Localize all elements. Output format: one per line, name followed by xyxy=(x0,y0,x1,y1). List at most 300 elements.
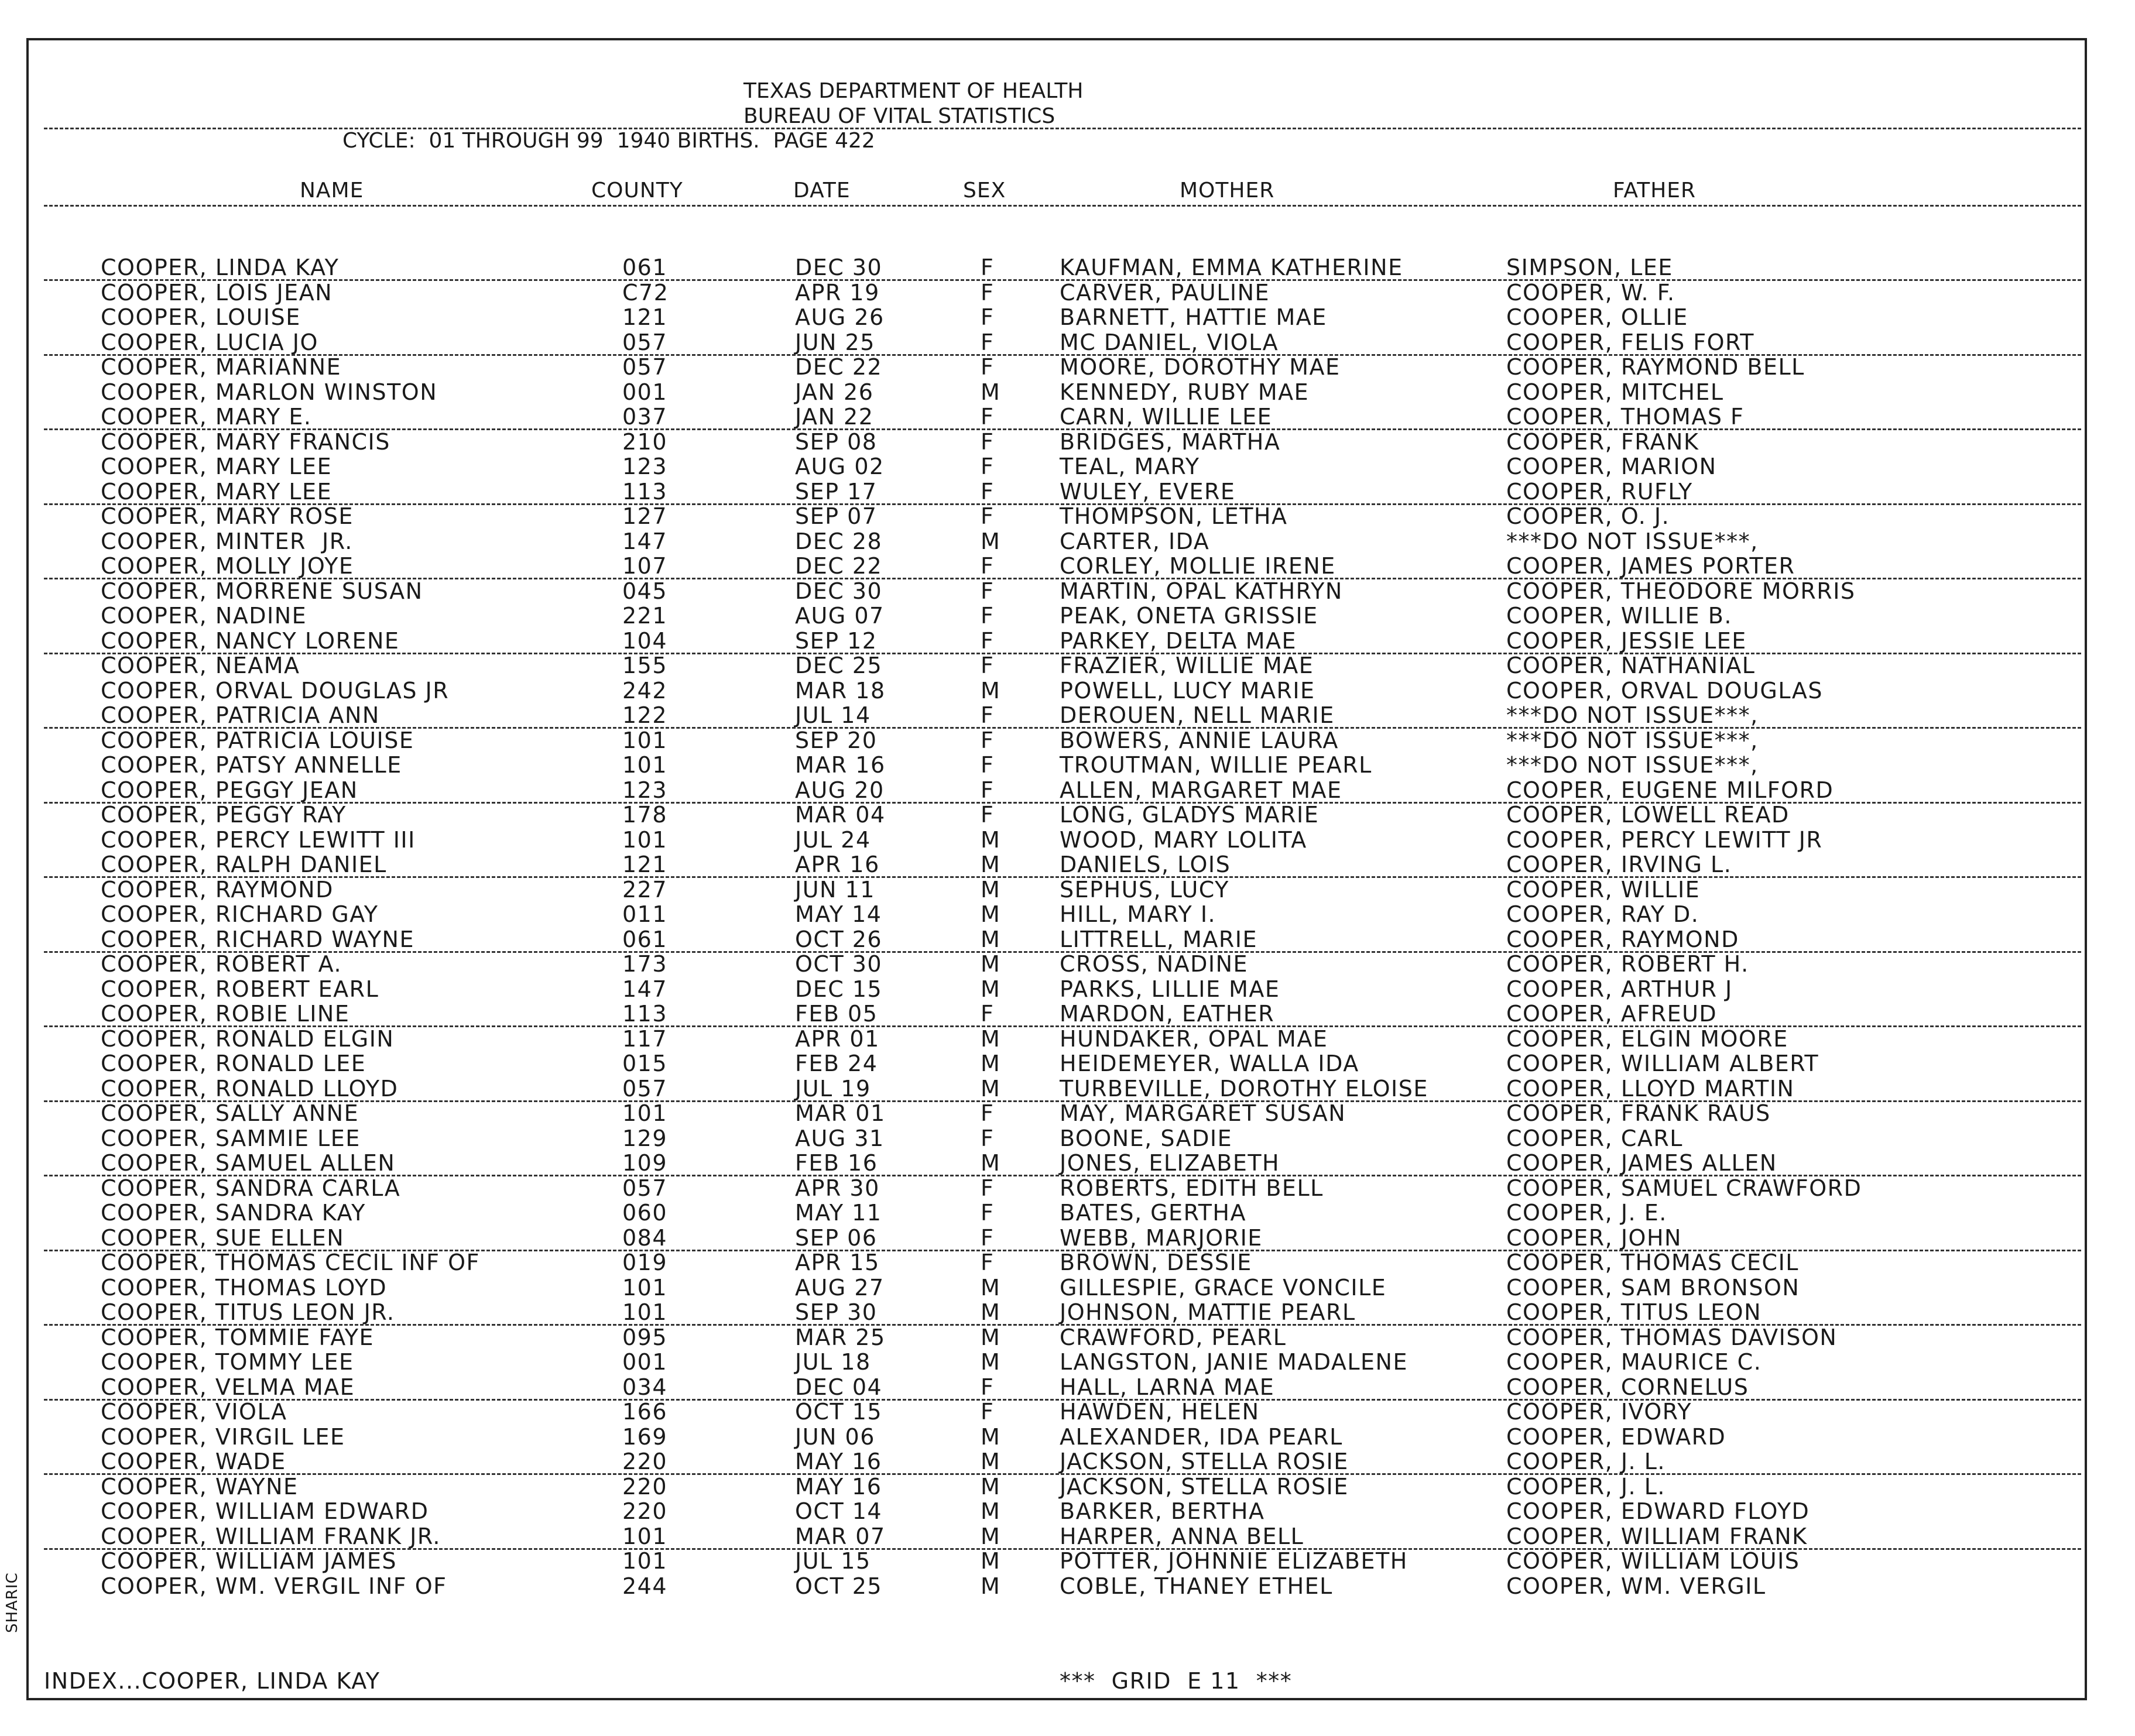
cell-date: AUG 20 xyxy=(795,777,885,803)
cell-county: 107 xyxy=(622,553,668,579)
table-row xyxy=(0,1299,2135,1325)
cell-sex: F xyxy=(981,1175,995,1201)
cell-father: COOPER, LLOYD MARTIN xyxy=(1506,1075,1795,1102)
cell-sex: M xyxy=(981,1423,1001,1450)
cell-county: 001 xyxy=(622,379,668,405)
cell-county: 173 xyxy=(622,951,668,977)
cell-mother: POTTER, JOHNNIE ELIZABETH xyxy=(1060,1548,1408,1574)
cell-name: COOPER, RICHARD WAYNE xyxy=(101,926,414,952)
cell-name: COOPER, RALPH DANIEL xyxy=(101,852,387,877)
table-row xyxy=(0,1175,2135,1200)
cell-father: COOPER, ROBERT H. xyxy=(1506,951,1749,977)
cell-father: COOPER, IVORY xyxy=(1506,1399,1692,1425)
cell-date: SEP 17 xyxy=(795,478,878,505)
cell-sex: M xyxy=(981,1274,1001,1301)
cell-date: SEP 07 xyxy=(795,503,878,529)
cell-name: COOPER, ORVAL DOUGLAS JR xyxy=(101,677,450,704)
cell-date: SEP 12 xyxy=(795,627,878,654)
cell-county: 101 xyxy=(622,752,668,778)
cell-county: 242 xyxy=(622,677,668,704)
cell-sex: F xyxy=(981,777,995,803)
cell-mother: THOMPSON, LETHA xyxy=(1060,503,1288,529)
cell-name: COOPER, WILLIAM FRANK JR. xyxy=(101,1523,441,1549)
cell-sex: M xyxy=(981,1449,1001,1474)
cell-father: COOPER, LOWELL READ xyxy=(1506,802,1790,828)
cell-name: COOPER, SALLY ANNE xyxy=(101,1100,359,1126)
table-row xyxy=(0,603,2135,628)
cell-mother: HAWDEN, HELEN xyxy=(1060,1399,1260,1425)
cell-father: SIMPSON, LEE xyxy=(1506,255,1673,280)
col-head-name: NAME xyxy=(300,179,364,203)
cell-name: COOPER, MORRENE SUSAN xyxy=(101,578,423,604)
cell-county: 057 xyxy=(622,1075,668,1102)
cell-date: FEB 16 xyxy=(795,1150,878,1176)
cell-name: COOPER, VIRGIL LEE xyxy=(101,1423,345,1450)
cell-name: COOPER, MARY ROSE xyxy=(101,503,354,529)
cell-father: COOPER, WM. VERGIL xyxy=(1506,1573,1766,1599)
cell-date: SEP 20 xyxy=(795,727,878,753)
cell-county: 101 xyxy=(622,1299,668,1325)
cell-name: COOPER, ROBERT A. xyxy=(101,951,342,977)
cell-mother: BOONE, SADIE xyxy=(1060,1125,1233,1151)
cell-mother: HARPER, ANNA BELL xyxy=(1060,1523,1304,1549)
cell-county: 104 xyxy=(622,627,668,654)
cell-county: 084 xyxy=(622,1224,668,1251)
cell-sex: M xyxy=(981,1498,1001,1524)
cell-father: COOPER, MITCHEL xyxy=(1506,379,1724,405)
cell-sex: F xyxy=(981,752,995,778)
cell-date: SEP 08 xyxy=(795,428,878,455)
cell-county: 101 xyxy=(622,826,668,853)
cell-date: DEC 28 xyxy=(795,528,883,554)
cell-father: COOPER, J. L. xyxy=(1506,1449,1665,1474)
table-row xyxy=(0,951,2135,976)
cell-mother: CRAWFORD, PEARL xyxy=(1060,1324,1287,1350)
cell-mother: FRAZIER, WILLIE MAE xyxy=(1060,653,1314,678)
cell-mother: WEBB, MARJORIE xyxy=(1060,1224,1263,1251)
cell-mother: MOORE, DOROTHY MAE xyxy=(1060,354,1341,380)
col-head-county: COUNTY xyxy=(591,179,683,203)
cell-sex: M xyxy=(981,852,1001,877)
cell-father: COOPER, THOMAS F xyxy=(1506,404,1745,430)
cell-date: OCT 14 xyxy=(795,1498,883,1524)
cell-sex: M xyxy=(981,1548,1001,1574)
cell-date: AUG 26 xyxy=(795,304,885,330)
cell-sex: M xyxy=(981,826,1001,853)
cell-sex: F xyxy=(981,702,995,728)
cell-name: COOPER, RONALD LLOYD xyxy=(101,1075,399,1102)
cell-name: COOPER, LOIS JEAN xyxy=(101,279,333,306)
cell-mother: COBLE, THANEY ETHEL xyxy=(1060,1573,1333,1599)
table-row xyxy=(0,777,2135,802)
cell-mother: CROSS, NADINE xyxy=(1060,951,1249,977)
cell-mother: TURBEVILLE, DOROTHY ELOISE xyxy=(1060,1075,1428,1102)
table-row xyxy=(0,1325,2135,1350)
cell-mother: DEROUEN, NELL MARIE xyxy=(1060,702,1335,728)
cell-date: APR 30 xyxy=(795,1175,880,1201)
cell-name: COOPER, PEGGY RAY xyxy=(101,802,347,828)
cell-date: JUL 19 xyxy=(795,1075,871,1102)
cell-mother: MC DANIEL, VIOLA xyxy=(1060,329,1279,355)
cell-father: COOPER, SAMUEL CRAWFORD xyxy=(1506,1175,1862,1201)
cell-county: 127 xyxy=(622,503,668,529)
cell-sex: M xyxy=(981,1473,1001,1500)
table-row xyxy=(0,1374,2135,1399)
cell-mother: TROUTMAN, WILLIE PEARL xyxy=(1060,752,1372,778)
cell-mother: HEIDEMEYER, WALLA IDA xyxy=(1060,1051,1359,1076)
table-row xyxy=(0,354,2135,379)
cell-date: MAR 16 xyxy=(795,752,886,778)
table-row xyxy=(0,304,2135,330)
cell-name: COOPER, PATSY ANNELLE xyxy=(101,752,402,778)
cell-sex: F xyxy=(981,454,995,479)
cell-county: 220 xyxy=(622,1473,668,1500)
cell-date: OCT 15 xyxy=(795,1399,883,1425)
cell-name: COOPER, LINDA KAY xyxy=(101,255,340,280)
cell-name: COOPER, PATRICIA LOUISE xyxy=(101,727,414,753)
cell-name: COOPER, MARY LEE xyxy=(101,454,333,479)
cell-father: COOPER, TITUS LEON xyxy=(1506,1299,1762,1325)
table-row xyxy=(0,404,2135,429)
cell-county: 057 xyxy=(622,354,668,380)
cell-name: COOPER, MARIANNE xyxy=(101,354,342,380)
cell-father: COOPER, W. F. xyxy=(1506,279,1675,306)
table-row xyxy=(0,702,2135,728)
cell-mother: CARVER, PAULINE xyxy=(1060,279,1270,306)
cell-county: 057 xyxy=(622,1175,668,1201)
cell-mother: WOOD, MARY LOLITA xyxy=(1060,826,1307,853)
cell-father: COOPER, ELGIN MOORE xyxy=(1506,1025,1788,1052)
cell-mother: BARNETT, HATTIE MAE xyxy=(1060,304,1327,330)
table-row xyxy=(0,1126,2135,1151)
cell-date: MAY 16 xyxy=(795,1473,882,1500)
cell-date: DEC 30 xyxy=(795,255,883,280)
cell-name: COOPER, MARY LEE xyxy=(101,478,333,505)
cell-county: 123 xyxy=(622,777,668,803)
cell-mother: PARKEY, DELTA MAE xyxy=(1060,627,1297,654)
table-row xyxy=(0,1449,2135,1474)
table-row xyxy=(0,728,2135,753)
cell-name: COOPER, ROBERT EARL xyxy=(101,976,379,1002)
table-row xyxy=(0,678,2135,703)
cell-sex: M xyxy=(981,379,1001,405)
grid-footer: *** GRID E 11 *** xyxy=(1060,1668,1293,1694)
cell-county: 061 xyxy=(622,926,668,952)
cell-sex: F xyxy=(981,478,995,505)
cell-father: COOPER, WILLIE xyxy=(1506,876,1701,903)
cell-date: MAR 18 xyxy=(795,677,886,704)
cell-father: COOPER, JAMES PORTER xyxy=(1506,553,1795,579)
cell-father: COOPER, FRANK xyxy=(1506,428,1699,455)
cell-father: ***DO NOT ISSUE***, xyxy=(1506,727,1759,753)
cell-father: COOPER, MARION xyxy=(1506,454,1717,479)
cell-name: COOPER, PATRICIA ANN xyxy=(101,702,380,728)
cell-date: DEC 22 xyxy=(795,553,883,579)
table-row xyxy=(0,280,2135,305)
cell-date: JUL 15 xyxy=(795,1548,871,1574)
cell-county: 057 xyxy=(622,329,668,355)
cell-father: COOPER, WILLIAM LOUIS xyxy=(1506,1548,1800,1574)
cell-date: DEC 15 xyxy=(795,976,883,1002)
cell-father: COOPER, FRANK RAUS xyxy=(1506,1100,1771,1126)
cell-date: JUN 06 xyxy=(795,1423,875,1450)
cell-county: 034 xyxy=(622,1374,668,1400)
index-footer: INDEX...COOPER, LINDA KAY xyxy=(44,1668,381,1694)
cell-father: COOPER, MAURICE C. xyxy=(1506,1349,1762,1375)
cell-county: 210 xyxy=(622,428,668,455)
cell-mother: BRIDGES, MARTHA xyxy=(1060,428,1281,455)
cell-sex: M xyxy=(981,1349,1001,1375)
cell-county: 101 xyxy=(622,1548,668,1574)
cell-sex: M xyxy=(981,1025,1001,1052)
cell-mother: CARN, WILLIE LEE xyxy=(1060,404,1273,430)
table-row xyxy=(0,827,2135,852)
cell-name: COOPER, SUE ELLEN xyxy=(101,1224,345,1251)
cell-sex: F xyxy=(981,1250,995,1275)
cell-county: 101 xyxy=(622,1100,668,1126)
cell-father: COOPER, SAM BRONSON xyxy=(1506,1274,1800,1301)
cell-name: COOPER, MARY FRANCIS xyxy=(101,428,390,455)
table-row xyxy=(0,1573,2135,1598)
table-row xyxy=(0,429,2135,454)
cell-county: 121 xyxy=(622,304,668,330)
table-row xyxy=(0,852,2135,877)
table-row xyxy=(0,1001,2135,1026)
cell-name: COOPER, RONALD ELGIN xyxy=(101,1025,395,1052)
cell-sex: F xyxy=(981,503,995,529)
cell-county: 169 xyxy=(622,1423,668,1450)
cell-sex: M xyxy=(981,951,1001,977)
cell-sex: M xyxy=(981,1573,1001,1599)
table-row xyxy=(0,877,2135,902)
table-row xyxy=(0,1524,2135,1549)
cell-mother: CORLEY, MOLLIE IRENE xyxy=(1060,553,1336,579)
cell-county: 019 xyxy=(622,1250,668,1275)
cell-date: OCT 25 xyxy=(795,1573,883,1599)
cell-mother: HILL, MARY I. xyxy=(1060,901,1216,927)
cell-father: COOPER, RUFLY xyxy=(1506,478,1693,505)
records-table xyxy=(0,255,2135,1598)
table-row xyxy=(0,1026,2135,1051)
agency-title: TEXAS DEPARTMENT OF HEALTH xyxy=(743,79,1084,103)
cell-mother: GILLESPIE, GRACE VONCILE xyxy=(1060,1274,1387,1301)
cell-name: COOPER, RICHARD GAY xyxy=(101,901,379,927)
cell-mother: JACKSON, STELLA ROSIE xyxy=(1060,1473,1349,1500)
cell-county: 101 xyxy=(622,1274,668,1301)
table-row xyxy=(0,628,2135,653)
cell-county: C72 xyxy=(622,279,669,306)
table-row xyxy=(0,379,2135,404)
cell-mother: PARKS, LILLIE MAE xyxy=(1060,976,1280,1002)
cell-name: COOPER, THOMAS CECIL INF OF xyxy=(101,1250,480,1275)
cell-name: COOPER, WAYNE xyxy=(101,1473,299,1500)
cell-county: 221 xyxy=(622,603,668,629)
cell-date: APR 01 xyxy=(795,1025,880,1052)
cell-name: COOPER, WADE xyxy=(101,1449,286,1474)
cell-name: COOPER, MOLLY JOYE xyxy=(101,553,354,579)
cell-mother: ROBERTS, EDITH BELL xyxy=(1060,1175,1324,1201)
cell-name: COOPER, SAMMIE LEE xyxy=(101,1125,361,1151)
cell-mother: JOHNSON, MATTIE PEARL xyxy=(1060,1299,1356,1325)
cell-name: COOPER, RONALD LEE xyxy=(101,1051,366,1076)
cell-name: COOPER, VIOLA xyxy=(101,1399,287,1425)
table-row xyxy=(0,1225,2135,1250)
cell-father: COOPER, WILLIAM ALBERT xyxy=(1506,1051,1819,1076)
cell-mother: BOWERS, ANNIE LAURA xyxy=(1060,727,1339,753)
table-row xyxy=(0,1399,2135,1424)
cell-mother: KAUFMAN, EMMA KATHERINE xyxy=(1060,255,1403,280)
cell-father: COOPER, THEODORE MORRIS xyxy=(1506,578,1856,604)
cell-county: 129 xyxy=(622,1125,668,1151)
cell-county: 109 xyxy=(622,1150,668,1176)
cell-father: COOPER, JAMES ALLEN xyxy=(1506,1150,1777,1176)
cell-date: DEC 30 xyxy=(795,578,883,604)
cell-father: COOPER, AFREUD xyxy=(1506,1001,1718,1027)
cell-date: JUN 11 xyxy=(795,876,875,903)
cell-mother: KENNEDY, RUBY MAE xyxy=(1060,379,1310,405)
cell-father: COOPER, FELIS FORT xyxy=(1506,329,1754,355)
cell-sex: M xyxy=(981,677,1001,704)
table-row xyxy=(0,802,2135,827)
cell-date: DEC 25 xyxy=(795,653,883,678)
cell-date: AUG 02 xyxy=(795,454,885,479)
cell-county: 147 xyxy=(622,976,668,1002)
table-row xyxy=(0,255,2135,280)
table-row xyxy=(0,1200,2135,1225)
cell-county: 166 xyxy=(622,1399,668,1425)
cell-mother: POWELL, LUCY MARIE xyxy=(1060,677,1315,704)
cell-mother: HUNDAKER, OPAL MAE xyxy=(1060,1025,1328,1052)
table-row xyxy=(0,1100,2135,1126)
cell-father: COOPER, JESSIE LEE xyxy=(1506,627,1747,654)
cell-sex: F xyxy=(981,1001,995,1027)
cell-father: COOPER, NATHANIAL xyxy=(1506,653,1756,678)
cell-sex: F xyxy=(981,627,995,654)
cell-father: COOPER, WILLIAM FRANK xyxy=(1506,1523,1808,1549)
cell-mother: PEAK, ONETA GRISSIE xyxy=(1060,603,1318,629)
cell-date: FEB 24 xyxy=(795,1051,878,1076)
cell-date: MAY 16 xyxy=(795,1449,882,1474)
cell-county: 220 xyxy=(622,1498,668,1524)
cell-date: DEC 22 xyxy=(795,354,883,380)
cell-date: AUG 27 xyxy=(795,1274,885,1301)
cell-father: COOPER, THOMAS CECIL xyxy=(1506,1250,1799,1275)
cell-father: COOPER, CARL xyxy=(1506,1125,1683,1151)
cell-sex: M xyxy=(981,1075,1001,1102)
cell-date: MAR 01 xyxy=(795,1100,886,1126)
cell-father: COOPER, EDWARD FLOYD xyxy=(1506,1498,1810,1524)
cell-name: COOPER, LOUISE xyxy=(101,304,301,330)
cell-sex: F xyxy=(981,354,995,380)
cell-name: COOPER, THOMAS LOYD xyxy=(101,1274,388,1301)
table-row xyxy=(0,976,2135,1001)
cell-county: 113 xyxy=(622,1001,668,1027)
cell-county: 122 xyxy=(622,702,668,728)
table-row xyxy=(0,752,2135,777)
cell-name: COOPER, TITUS LEON JR. xyxy=(101,1299,395,1325)
cell-sex: F xyxy=(981,1224,995,1251)
cell-name: COOPER, LUCIA JO xyxy=(101,329,318,355)
cell-mother: BARKER, BERTHA xyxy=(1060,1498,1265,1524)
table-row xyxy=(0,927,2135,952)
cell-mother: TEAL, MARY xyxy=(1060,454,1200,479)
cell-sex: F xyxy=(981,603,995,629)
table-row xyxy=(0,330,2135,355)
cell-father: COOPER, O. J. xyxy=(1506,503,1670,529)
cell-date: MAY 14 xyxy=(795,901,882,927)
cell-sex: F xyxy=(981,653,995,678)
cell-county: 015 xyxy=(622,1051,668,1076)
bureau-title: BUREAU OF VITAL STATISTICS xyxy=(743,104,1055,128)
cell-county: 121 xyxy=(622,852,668,877)
cell-date: APR 15 xyxy=(795,1250,880,1275)
table-row xyxy=(0,454,2135,479)
cell-mother: LONG, GLADYS MARIE xyxy=(1060,802,1320,828)
cell-date: OCT 30 xyxy=(795,951,883,977)
cell-sex: M xyxy=(981,901,1001,927)
col-head-date: DATE xyxy=(793,179,851,203)
table-row xyxy=(0,1275,2135,1300)
cell-date: MAR 04 xyxy=(795,802,886,828)
cell-sex: M xyxy=(981,1523,1001,1549)
cell-date: JUL 18 xyxy=(795,1349,871,1375)
cell-father: COOPER, EDWARD xyxy=(1506,1423,1726,1450)
cell-county: 011 xyxy=(622,901,668,927)
cell-father: COOPER, JOHN xyxy=(1506,1224,1682,1251)
cell-father: COOPER, IRVING L. xyxy=(1506,852,1732,877)
cell-date: JUL 24 xyxy=(795,826,871,853)
cell-county: 178 xyxy=(622,802,668,828)
cell-sex: F xyxy=(981,1100,995,1126)
cell-sex: M xyxy=(981,976,1001,1002)
cell-father: COOPER, OLLIE xyxy=(1506,304,1688,330)
cell-name: COOPER, PERCY LEWITT III xyxy=(101,826,416,853)
table-row xyxy=(0,1051,2135,1076)
cell-name: COOPER, NEAMA xyxy=(101,653,300,678)
side-label: SHARIC xyxy=(4,1572,21,1633)
cell-mother: BATES, GERTHA xyxy=(1060,1200,1246,1226)
cell-father: COOPER, RAY D. xyxy=(1506,901,1699,927)
cell-father: COOPER, J. E. xyxy=(1506,1200,1667,1226)
cell-sex: M xyxy=(981,1051,1001,1076)
cell-county: 045 xyxy=(622,578,668,604)
cell-mother: MARDON, EATHER xyxy=(1060,1001,1275,1027)
cell-mother: LITTRELL, MARIE xyxy=(1060,926,1257,952)
table-row xyxy=(0,901,2135,927)
cell-county: 123 xyxy=(622,454,668,479)
cell-name: COOPER, MARLON WINSTON xyxy=(101,379,438,405)
cell-date: JUN 25 xyxy=(795,329,875,355)
cell-date: MAR 07 xyxy=(795,1523,886,1549)
cell-county: 061 xyxy=(622,255,668,280)
table-row xyxy=(0,529,2135,554)
cell-date: JAN 26 xyxy=(795,379,874,405)
cell-name: COOPER, SANDRA KAY xyxy=(101,1200,366,1226)
cell-name: COOPER, TOMMY LEE xyxy=(101,1349,354,1375)
cell-sex: M xyxy=(981,1324,1001,1350)
table-row xyxy=(0,1150,2135,1175)
cell-name: COOPER, NADINE xyxy=(101,603,307,629)
cell-father: COOPER, RAYMOND BELL xyxy=(1506,354,1805,380)
cell-sex: F xyxy=(981,802,995,828)
cell-sex: F xyxy=(981,1125,995,1151)
col-head-sex: SEX xyxy=(963,179,1006,203)
cell-county: 244 xyxy=(622,1573,668,1599)
cell-name: COOPER, SANDRA CARLA xyxy=(101,1175,401,1201)
cell-sex: M xyxy=(981,926,1001,952)
cell-sex: F xyxy=(981,255,995,280)
table-row xyxy=(0,503,2135,529)
